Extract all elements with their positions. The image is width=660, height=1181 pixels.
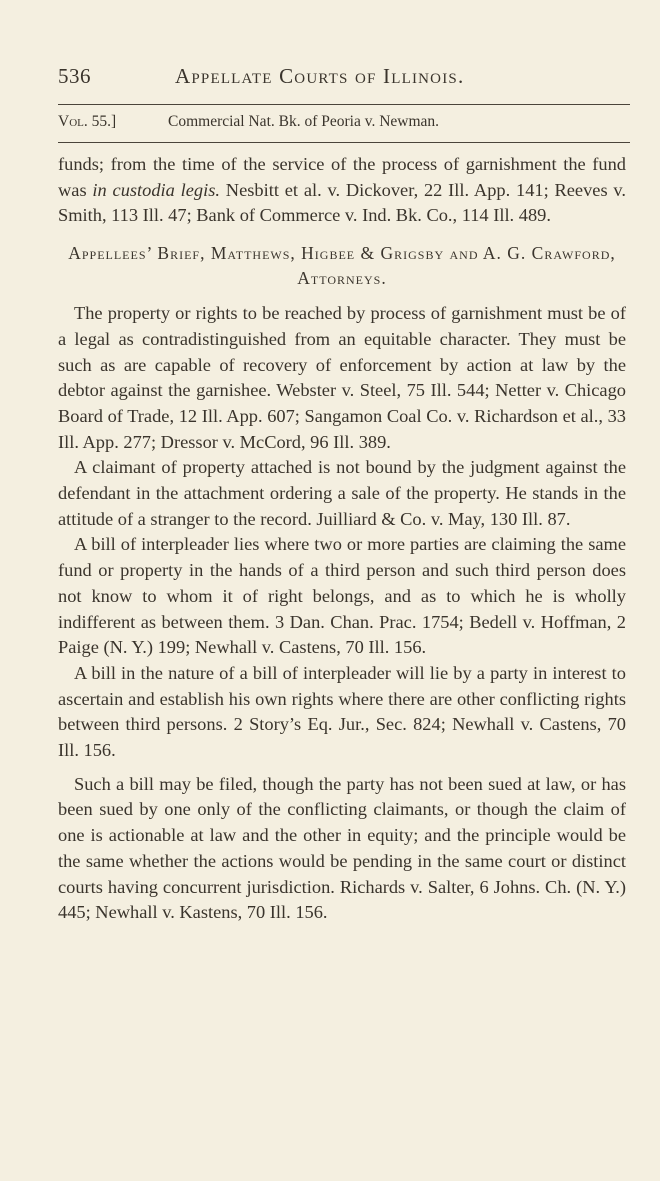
brief-heading: Appellees’ Brief, Matthews, Higbee & Grigsby and A. G. Crawford, Attorneys.	[68, 243, 616, 289]
continued-text-post: Nesbitt et al. v. Dickover, 22 Ill. App. 141; Reeves v. Smith, 113 Ill. 47; Bank of Commerce v. Ind. Bk. Co., 114 Ill. 489.	[58, 179, 627, 226]
continued-paragraph	[58, 152, 626, 229]
header-rule-bottom	[58, 142, 630, 143]
running-title: Appellate Courts of Illinois.	[175, 64, 465, 88]
latin-phrase: in custodia legis.	[92, 179, 220, 200]
paragraph-gap	[58, 764, 626, 772]
paragraph-3: A bill of interpleader lies where two or more parties are claiming the same fund or property in the hands of a third person and such third person does not know to whom it of right belongs, and as to which he is wholly indifferent as between them. 3 Dan. Chan. Prac. 1754; Bedell v. Hoffman, 2 Paige (N. Y.) 199; Newhall v. Castens, 70 Ill. 156.	[58, 534, 626, 658]
page-body	[58, 152, 626, 926]
paragraph-5: Such a bill may be filed, though the party has not been sued at law, or has been sued by one only of the conflicting claimants, or though the claim of one is actionable at law and the other in equity; and the principle would be the same whether the actions would be pending in the same court or distinct courts having concurrent jurisdiction. Richards v. Salter, 6 Johns. Ch. (N. Y.) 445; Newhall v. Kastens, 70 Ill. 156.	[58, 773, 626, 923]
paragraph-1: The property or rights to be reached by process of garnishment must be of a legal as contradistinguished from an equitable character. They must be such as are capable of recovery of enforcement by action at law by the debtor against the garnishee. Webster v. Steel, 75 Ill. 544; Netter v. Chicago Board of Trade, 12 Ill. App. 607; Sangamon Coal Co. v. Richardson et al., 33 Ill. App. 277; Dressor v. McCord, 96 Ill. 389.	[58, 303, 626, 452]
paragraph-2: A claimant of property attached is not bound by the judgment against the defendant in the attachment ordering a sale of the property. He stands in the attitude of a stranger to the record. Juilliard & Co. v. May, 130 Ill. 87.	[58, 457, 626, 529]
header-rule-top	[58, 104, 630, 105]
page-number: 536	[58, 64, 91, 88]
continued-text-pre: funds; from the time of the service of the process of garnishment the fund was	[58, 154, 626, 200]
case-name: Commercial Nat. Bk. of Peoria v. Newman.	[168, 113, 440, 130]
paragraph-4: A bill in the nature of a bill of interpleader will lie by a party in interest to ascertain and establish his own rights where there are other conflicting rights between third persons. 2 Story’s Eq. Jur., Sec. 824; Newhall v. Castens, 70 Ill. 156.	[58, 662, 626, 761]
volume-label: Vol. 55.]	[58, 113, 117, 130]
